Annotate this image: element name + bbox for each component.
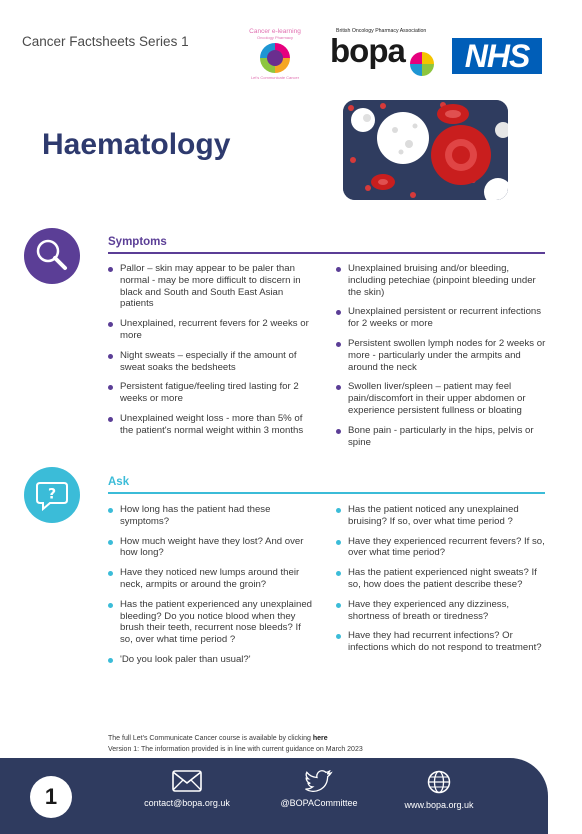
course-link[interactable]: here [312, 735, 328, 742]
search-icon [24, 228, 80, 284]
website-link[interactable]: www.bopa.org.uk [404, 800, 474, 810]
list-item: Pallor – skin may appear to be paler than normal - may be more difficult to discern in black and South and South East Asian patients [108, 263, 313, 310]
series-label: Cancer Factsheets Series 1 [22, 34, 189, 49]
email-link[interactable]: contact@bopa.org.uk [144, 798, 230, 808]
symptoms-list-right [336, 263, 548, 456]
footer-twitter[interactable] [264, 770, 374, 808]
list-item: Swollen liver/spleen – patient may feel pain/discomfort in their upper abdomen or experience persistent fullness or bloating [336, 381, 548, 416]
cancer-logo-title: Cancer e-learning [249, 28, 301, 35]
twitter-link[interactable]: @BOPACommittee [280, 798, 358, 808]
ask-list-right [336, 504, 548, 662]
cancer-elearning-logo [246, 28, 304, 86]
list-item: Have they experienced any dizziness, shortness of breath or tiredness? [336, 599, 548, 623]
list-item: Has the patient experienced night sweats? If so, how does the patient describe these? [336, 567, 548, 591]
bopa-tagline: British Oncology Pharmacy Association [336, 28, 427, 34]
list-item: How much weight have they lost? And over how long? [108, 536, 313, 560]
page-title: Haematology [42, 128, 231, 161]
globe-icon [427, 770, 451, 794]
symptoms-divider [108, 252, 545, 254]
course-note [108, 735, 328, 742]
symptoms-heading: Symptoms [108, 236, 167, 248]
course-note-text: The full Let's Communicate Cancer course is available by clicking [108, 735, 313, 742]
blood-cells-image [343, 100, 508, 200]
twitter-icon [305, 770, 333, 792]
list-item: Have they had recurrent infections? Or infections which do not respond to treatment? [336, 630, 548, 654]
list-item: Unexplained weight loss - more than 5% of the patient's normal weight within 3 months [108, 413, 313, 437]
question-mark-text: ? [47, 486, 57, 503]
list-item: Have they noticed new lumps around their neck, armpits or around the groin? [108, 567, 313, 591]
list-item: Persistent fatigue/feeling tired lasting for 2 weeks or more [108, 381, 313, 405]
bopa-wordmark: bopa [330, 32, 405, 69]
bopa-dot-icon [410, 52, 434, 76]
nhs-logo: NHS [452, 38, 542, 74]
footer-website[interactable] [384, 770, 494, 810]
list-item: Has the patient experienced any unexplained bleeding? Do you notice blood when they brush their teeth, recurrent nose bleeds? If so, over what time period ? [108, 599, 313, 646]
bopa-logo [330, 28, 430, 84]
symptoms-list-left [108, 263, 313, 445]
ask-divider [108, 492, 545, 494]
cancer-logo-subtitle: Oncology Pharmacy [256, 35, 293, 40]
cancer-logo-caption: Let's Communicate Cancer [250, 75, 300, 80]
list-item: Unexplained, recurrent fevers for 2 weeks or more [108, 318, 313, 342]
ask-list-left [108, 504, 313, 674]
list-item: Night sweats – especially if the amount of sweat soaks the bedsheets [108, 350, 313, 374]
footer-email[interactable] [132, 770, 242, 808]
mail-icon [172, 770, 202, 792]
list-item: Unexplained persistent or recurrent infections for 2 weeks or more [336, 306, 548, 330]
ask-heading: Ask [108, 476, 130, 488]
page-number: 1 [30, 776, 72, 818]
list-item: 'Do you look paler than usual?' [108, 654, 313, 666]
list-item: Has the patient noticed any unexplained bruising? If so, over what time period ? [336, 504, 548, 528]
list-item: Persistent swollen lymph nodes for 2 weeks or more - particularly under the armpits and around the neck [336, 338, 548, 373]
version-note: Version 1: The information provided is in line with current guidance on March 2023 [108, 746, 363, 753]
list-item: Unexplained bruising and/or bleeding, including petechiae (pinpoint bleeding under the skin) [336, 263, 548, 298]
cancer-logo-circle-icon [260, 43, 290, 73]
list-item: Bone pain - particularly in the hips, pelvis or spine [336, 425, 548, 449]
list-item: Have they experienced recurrent fevers? If so, over what time period? [336, 536, 548, 560]
speech-bubble-icon [24, 467, 80, 523]
list-item: How long has the patient had these symptoms? [108, 504, 313, 528]
